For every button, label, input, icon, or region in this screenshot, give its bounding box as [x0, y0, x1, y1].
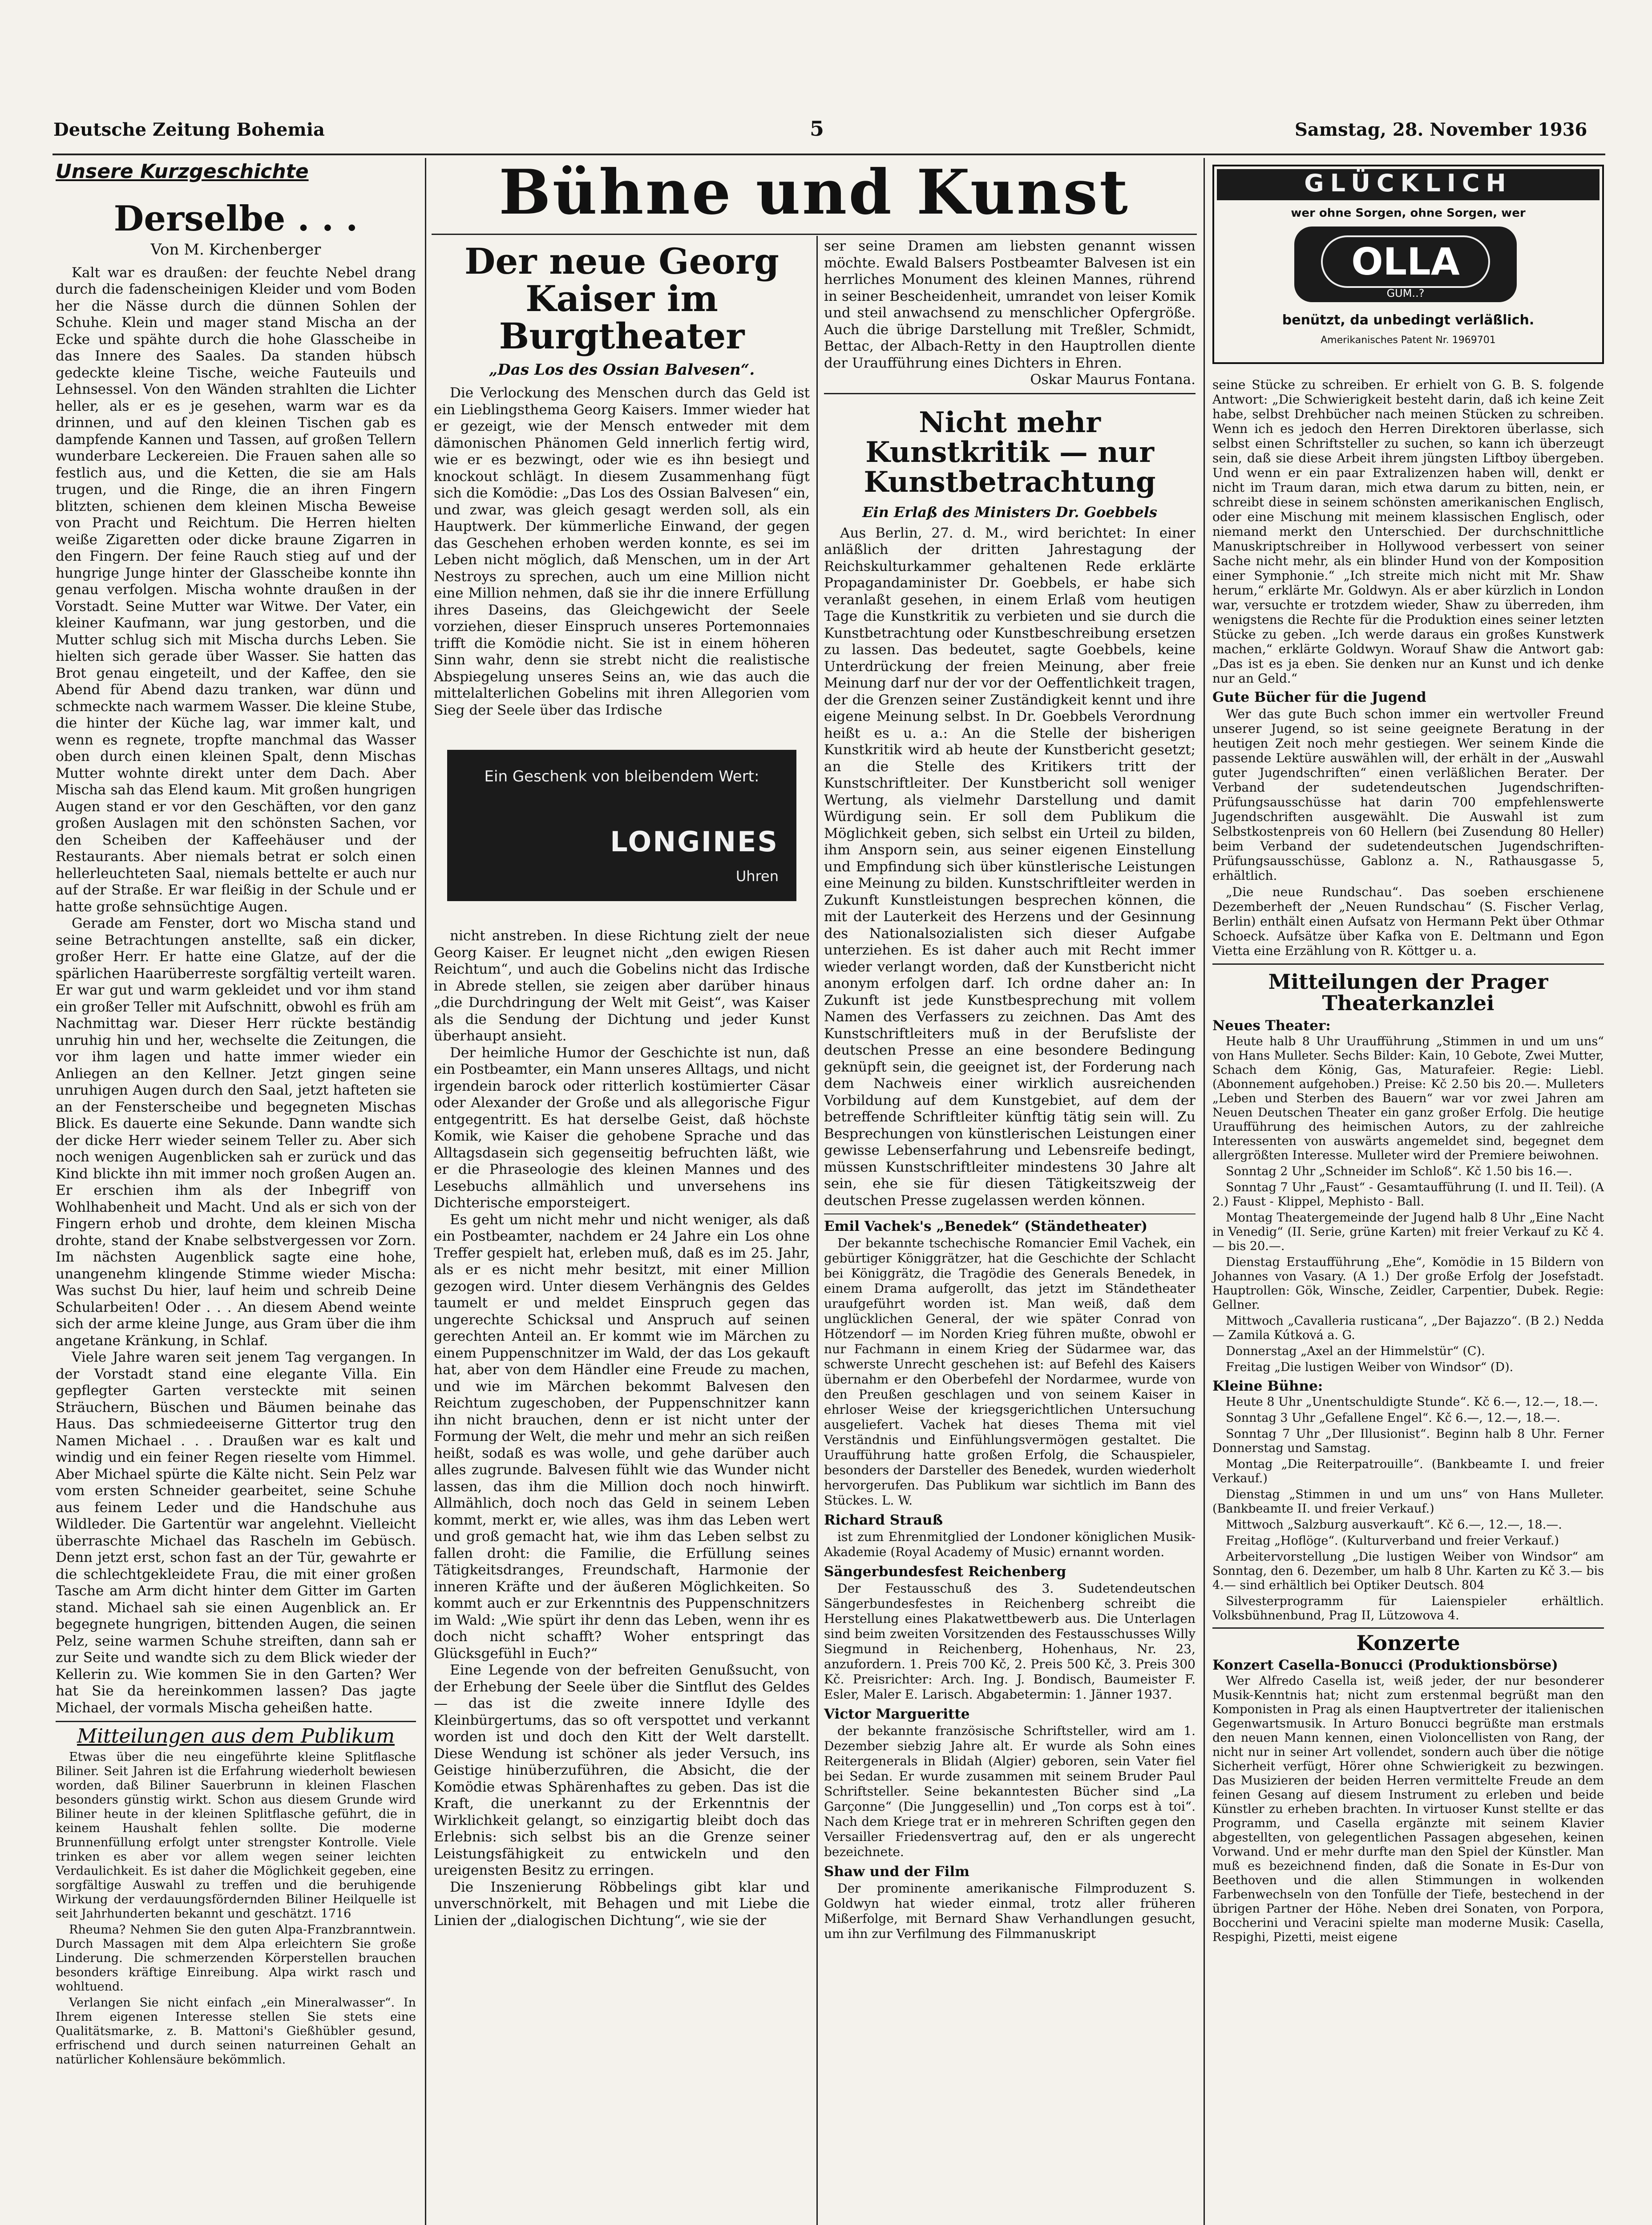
story-paragraph: Viele Jahre waren seit jenem Tag vergangen. In der Vorstadt stand eine elegante Villa. Ein gepflegter Garten versteckte mit seinen Sträuchern, Büschen und Bäumen beinahe das Haus. Das schmiedeeiserne Gittertor trug den Namen Michael . . . Draußen war es kalt und windig und ein feiner Regen rieselte vom Himmel. Aber Michael spürte die Kälte nicht. Sein Pelz war vom ersten Schneider gearbeitet, seine Schuhe aus feinem Leder und die Handschuhe aus Wildleder. Die Gartentür war angelehnt. Vielleicht überraschte Michael das Rascheln im Gebüsch. Denn jetzt erst, schon fast an der Tür, gewahrte er die schlechtgekleidete Frau, die mit einer großen Tasche am Arm dicht hinter dem Gitter im Garten stand. Michael sah sie einen Augenblick an. Er begegnete hungrigen, bittenden Augen, die seinen Pelz, seine warmen Schuhe streiften, dann sah er zur Seite und wandte sich zu dem Blick wieder der Kellerin zu. Wie kommen Sie in den Garten? Wer hat Sie da hereinkommen lassen? Das jagte Michael, der vormals Mischa geheißen hatte. — [56, 1349, 416, 1716]
column-3 — [824, 238, 1196, 1943]
news-item-head: Sängerbundesfest Reichenberg — [824, 1564, 1066, 1580]
theater-item: Dienstag Erstaufführung „Ehe“, Komödie in 15 Bildern von Johannes von Vasary. (A 1.) Der große Erfolg der Josefstadt. Hauptrollen: Gök, Winsche, Zeidler, Carpentier, Dubek. Regie: Gellner. — [1212, 1255, 1604, 1312]
notice-item: Etwas über die neu eingeführte kleine Splitflasche Biliner. Seit Jahren ist die Erfahrung wiederholt bewiesen worden, daß Biliner Sauerbrunn in kleinen Flaschen besonders günstig wirkt. Schon aus diesem Grunde wird Biliner heute in der kleinen Splitflasche geführt, die in keinem Haushalt fehlen sollte. Die moderne Brunnenfüllung erfolgt unter strengster Kontrolle. Viele trinken es aber vor allem wegen seiner leichten Verdaulichkeit. Es ist daher die Möglichkeit gegeben, eine sorgfältige Auswahl zu treffen und die beruhigende Wirkung der verdauungsfördernden Biliner Heilquelle ist seit Jahrhunderten bekannt und geschätzt. 1716 — [56, 1750, 416, 1921]
article-signature: Oskar Maurus Fontana. — [1030, 372, 1196, 388]
article-body-kaiser-end — [824, 238, 1196, 372]
theater-item: Heute halb 8 Uhr Uraufführung „Stimmen in und um uns“ von Hans Mulleter. Sechs Bilder: Kain, 10 Gebote, Zwei Mutter, Schach dem König, Gas, Maturafeier. Regie: Liebl. (Abonnement aufgehoben.) Preise: Kč 2.50 bis 20.—. Mulleters „Leben und Sterben des Bauern“ war vor zwei Jahren am Neuen Deutschen Theater ein ganz großer Erfolg. Die heutige Uraufführung des heimischen Autors, zu der zahlreiche Interessenten von auswärts angemeldet sind, begegnet dem allergrößten Interesse. Mulleter wird der Premiere beiwohnen. — [1212, 1034, 1604, 1162]
header-rule — [53, 154, 1605, 155]
news-item-text: Der prominente amerikanische Filmproduzent S. Goldwyn hat wieder einmal, trotz aller früheren Mißerfolge, mit Bernard Shaw Verhandlungen gesucht, um ihn zur Verfilmung des Filmmanuskript — [824, 1881, 1196, 1942]
article-paragraph: Die Inszenierung Röbbelings gibt klar und unverschnörkelt, mit Behagen und mit Liebe die Linien der „dialogischen Dichtung“, wie sie der — [434, 1879, 810, 1929]
story-paragraph: Gerade am Fenster, dort wo Mischa stand und seine Betrachtungen anstellte, saß ein dicker, großer Herr. Er hatte eine Glatze, auf der die spärlichen Haarüberreste sorgfältig verteilt waren. Er war gut und warm gekleidet und vor ihm stand ein großer Teller mit Aufschnitt, obwohl es früh am Nachmittag war. Dieser Herr rückte beständig unruhig hin und her, wechselte die Zeitungen, die vor ihm lagen und hatte immer wieder ein Anliegen an den Kellner. Jetzt gingen seine unruhigen Augen durch den Saal, jetzt hafteten sie an der Fensterscheibe und begegneten Mischas Blick. Es dauerte eine Sekunde. Dann wandte sich der dicke Herr wieder seinem Teller zu. Aber sich noch wenigen Augenblicken sah er zurück und das Kind blickte ihn mit immer noch großen Augen an. Er erschien ihm als der Inbegriff von Wohlhabenheit und Macht. Und als er sich von der Fingern erhob und drohte, dem kleinen Mischa drohte, stand der Knabe selbstvergessen vor Zorn. Im nächsten Augenblick sagte eine hohe, unangenehm klingende Stimme wieder Mischa: Was suchst Du hier, lauf heim und schreib Deine Schularbeiten! Oder . . . An diesem Abend weinte sich der arme kleine Junge, aus Gram über die ihm angetane Kränkung, in Schlaf. — [56, 915, 416, 1349]
story-body — [56, 265, 416, 1717]
column-2 — [434, 240, 810, 1929]
article-title-kaiser: Der neue Georg Kaiser im Burgtheater — [464, 240, 779, 357]
article-body-kaiser-top — [434, 385, 810, 719]
longines-ad-tagline: Ein Geschenk von bleibendem Wert: — [484, 768, 759, 785]
theater-section-title: Mitteilungen der Prager Theaterkanzlei — [1268, 970, 1548, 1015]
olla-logo-badge — [1294, 227, 1517, 302]
klein-item: Dienstag „Stimmen in und um uns“ von Hans Mulleter. (Bankbeamte II. und freier Verkauf.) — [1212, 1487, 1604, 1516]
theater-item: Mittwoch „Cavalleria rusticana“, „Der Bajazzo“. (B 2.) Nedda — Zamila Kútková a. G. — [1212, 1314, 1604, 1342]
column-rule-3 — [1204, 158, 1205, 2225]
column-4 — [1212, 165, 1604, 1946]
article-paragraph: Der heimliche Humor der Geschichte ist nun, daß ein Postbeamter, ein Mann unseres Alltags, und nicht irgendein barock oder ritterlich kostümierter Cäsar oder Alexander der Große und als allegorische Figur entgegentritt. Es hat derselbe Geist, daß höchste Komik, wie Kaiser die gehobene Sprache und das Alltagsdasein sich gegenseitig befruchten läßt, wie er die Phraseologie des kleinen Mannes und des Lesebuchs allmählich und unversehens ins Dichterische emporsteigert. — [434, 1044, 810, 1211]
article-paragraph: Aus Berlin, 27. d. M., wird berichtet: In einer anläßlich der dritten Jahrestagung der Reichskulturkammer gehaltenen Rede erklärte Propagandaminister Dr. Goebbels, er habe sich veranlaßt gesehen, in einem Erlaß vom heutigen Tage die Kunstkritik zu verbieten und sie durch die Kunstbetrachtung oder Kunstbeschreibung ersetzen zu lassen. Das bedeutet, sagte Goebbels, keine Unterdrückung der freien Meinung, aber freie Meinung darf nur der vor der Oeffentlichkeit tragen, der die Grenzen seiner Zuständigkeit kennt und ihre eigene Meinung selbst. In Dr. Goebbels Verordnung heißt es u. a.: An die Stelle der bisherigen Kunstkritik wird ab heute der Kunstbericht gesetzt; an die Stelle des Kritikers tritt der Kunstschriftleiter. Der Kunstbericht soll weniger Wertung, als vielmehr Darstellung und damit Würdigung sein. Er soll dem Publikum die Möglichkeit geben, sich selbst ein Urteil zu bilden, ihm Ansporn sein, aus seiner eigenen Einstellung und Empfindung sich über künstlerische Leistungen eine Meinung zu bilden. Kunstschriftleiter werden in Zukunft Kunstleistungen besprechen können, die mit der Lauterkeit des Herzens und der Gesinnung des Nationalsozialisten sich dieser Aufgabe unterziehen. Es ist daher auch mit Recht immer wieder verlangt worden, daß der Kunstbericht nicht anonym erfolgen darf. Ich ordne daher an: In Zukunft ist jede Kunstbesprechung mit vollem Namen des Verfassers zu zeichnen. Das Amt des Kunstschriftleiters muß in der Berufsliste der deutschen Presse an eine besondere Bedingung geknüpft sein, die geeignet ist, der Forderung nach dem Nachweis einer wirklich ausreichenden Vorbildung auf dem Kunstgebiet, auf dem der betreffende Schriftleiter künftig tätig sein will. Zu Besprechungen von künstlerischen Leistungen einer gewisse Lebenserfahrung und Lebensreife bedingt, müssen Kunstschriftleiter mindestens 30 Jahre alt sein, ehe sie für diesen Tätigkeitszweig der deutschen Presse zugelassen werden können. — [824, 525, 1196, 1209]
longines-logo: LONGINES — [610, 825, 779, 858]
konzerte-title: Konzerte — [1356, 1630, 1460, 1655]
books-head: Gute Bücher für die Jugend — [1212, 689, 1426, 705]
longines-ad-product: Uhren — [735, 868, 779, 885]
klein-item: Mittwoch „Salzburg ausverkauft“. Kč 6.—, 12.—, 18.—. — [1226, 1517, 1562, 1532]
goebbels-article — [824, 393, 1196, 1209]
news-items — [824, 1214, 1196, 1942]
story-byline: Von M. Kirchenberger — [150, 240, 321, 259]
masthead: Deutsche Zeitung Bohemia — [53, 119, 325, 140]
klein-item: Arbeitervorstellung „Die lustigen Weiber von Windsor“ am Sonntag, den 6. Dezember, um halb 8 Uhr. Karten zu Kč 3.— bis 4.— sind erhältlich bei Optiker Deutsch. 804 — [1212, 1549, 1604, 1592]
article-paragraph: Eine Legende von der befreiten Genußsucht, von der Erhebung der Seele über die Sintflut des Geldes — das ist die zweite innere Idylle des Kleinbürgertums, das so oft verspottet und verkannt worden ist und doch den Kitt der Welt darstellt. Diese Wendung ist schöner als jeder Versuch, ins Geistige hinüberzuführen, die Absicht, die der Komödie etwas Sphärenhaftes zu geben. Das ist die Kraft, die unerkannt zu der Erkenntnis der Wirklichkeit gelangt, so einzigartig bleibt doch das Erlebnis: sich selbst bis an die Grenze seiner Leistungsfähigkeit zu entwickeln und den ureigensten Besitz zu erringen. — [434, 1662, 810, 1878]
notices-section — [56, 1721, 416, 2067]
notice-item: Verlangen Sie nicht einfach „ein Mineralwasser“. In Ihrem eigenen Interesse stellen Sie stets eine Qualitätsmarke, z. B. Mattoni's Gießhübler gesund, erfrischend und durch seinen naturreinen Gehalt an natürlicher Kohlensäure bekömmlich. — [56, 1996, 416, 2067]
konzert-head: Konzert Casella-Bonucci (Produktionsbörse) — [1212, 1657, 1558, 1673]
theater-item: Freitag „Die lustigen Weiber von Windsor“ (D). — [1226, 1360, 1514, 1374]
article-body-kaiser-bottom — [434, 928, 810, 1929]
news-item-head: Emil Vachek's „Benedek“ (Ständetheater) — [824, 1218, 1148, 1235]
news-item-head: Victor Margueritte — [824, 1706, 970, 1723]
longines-ad[interactable] — [447, 750, 796, 901]
notices-head: Mitteilungen aus dem Publikum — [77, 1725, 395, 1748]
article-paragraph: ser seine Dramen am liebsten genannt wissen möchte. Ewald Balsers Postbeamter Balvesen ist ein herrliches Monument des kleinen Mannes, rührend in seiner Bescheidenheit, umrandet von leiser Komik und steil anwachsend zu menschlicher Opfergröße. Auch die übrige Darstellung mit Treßler, Schmidt, Bettac, der Albach-Retty in den Hauptrollen diente der Uraufführung eines Dichters in Ehren. — [824, 238, 1196, 371]
theater-section — [1212, 963, 1604, 1623]
column-rule-1 — [425, 158, 426, 2225]
rundschau-text: „Die neue Rundschau“. Das soeben erschienene Dezemberheft der „Neuen Rundschau“ (S. Fischer Verlag, Berlin) enthält einen Aufsatz von Hermann Pekt über Othmar Schoeck. Aufsätze über Kafka von E. Deltmann und Egon Vietta eine Erzählung von R. Köttger u. a. — [1212, 885, 1604, 958]
column-1 — [56, 160, 416, 2069]
story-kicker: Unsere Kurzgeschichte — [56, 160, 309, 183]
news-item-head: Richard Strauß — [824, 1512, 943, 1529]
klein-item: Freitag „Hoflöge“. (Kulturverband und freier Verkauf.) — [1226, 1533, 1559, 1548]
article-paragraph: Die Verlockung des Menschen durch das Geld ist ein Lieblingsthema Georg Kaisers. Immer wieder hat er gezeigt, wie der Mensch entweder mit dem dämonischen Phänomen Geld innerlich fertig wird, wie er es bezwingt, oder wie es ihn besiegt und knockout schlägt. In diesem Zusammenhang fügt sich die Komödie: „Das Los des Ossian Balvesen“ ein, und zwar, was gleich gesagt werden soll, als ein Hauptwerk. Der kümmerliche Einwand, der gegen das Geschehen erhoben werden konnte, es sei im Leben nicht möglich, daß Menschen, um in der Art Nestroys zu sprechen, auch um eine Million nicht eine Million nehmen, daß sie ihr die innere Erfüllung ihres Daseins, das Gleichgewicht der Seele vorziehen, dieser Einspruch unseres Portemonnaies trifft die Komödie nicht. Sie ist in einem höheren Sinn wahr, denn sie strebt nicht die realistische Abspiegelung unseres Seins an, wie das auch die mittelalterlichen Gobelins mit ihren Allegorien vom Sieg der Seele über das Irdische — [434, 385, 810, 718]
olla-ad-line1: wer ohne Sorgen, ohne Sorgen, wer — [1291, 206, 1526, 220]
shaw-article-end — [1212, 377, 1604, 958]
theater-item: Sonntag 2 Uhr „Schneider im Schloß“. Kč 1.50 bis 16.—. — [1226, 1164, 1572, 1178]
olla-ad-line2: benützt, da unbedingt verläßlich. — [1282, 312, 1535, 328]
notice-item: Rheuma? Nehmen Sie den guten Alpa-Franzbranntwein. Durch Massagen mit dem Alpa erleichtern Sie große Linderung. Die schmerzenden Körperstellen brauchen besonders kräftige Einreibung. Alpa wirkt rasch und wohltuend. — [56, 1923, 416, 1994]
section-title: Bühne und Kunst — [499, 156, 1130, 228]
books-text: Wer das gute Buch schon immer ein wertvoller Freund unserer Jugend, so ist seine geeignete Beratung in der heutigen Zeit noch mehr gestiegen. Wer seinem Kinde die passende Lektüre auswählen will, der erhält in der „Auswahl guter Jugendschriften“ einen verläßlichen Berater. Der Verband der sudetendeutschen Jugendschriften-Prüfungsausschüsse hat darin 700 empfehlenswerte Jugendschriften ausgewählt. Die Auswahl ist zum Selbstkostenpreis von 60 Hellern (bei Zusendung 80 Heller) beim Verband der sudetendeutschen Jugendschriften-Prüfungsausschüsse, Gablonz a. N., Rathausgasse 5, erhältlich. — [1212, 707, 1604, 883]
column-rule-2 — [816, 236, 818, 2225]
news-item-head: Shaw und der Film — [824, 1864, 969, 1880]
page-number: 5 — [810, 117, 824, 141]
olla-ad-patent: Amerikanisches Patent Nr. 1969701 — [1321, 335, 1496, 346]
article-subtitle-kaiser: „Das Los des Ossian Balvesen“. — [489, 361, 755, 379]
klein-item: Sonntag 3 Uhr „Gefallene Engel“. Kč 6.—, 12.—, 18.—. — [1226, 1411, 1560, 1425]
klein-head: Kleine Bühne: — [1212, 1378, 1323, 1394]
olla-logo-sub: GUM..? — [1386, 287, 1425, 299]
klein-item: Montag „Die Reiterpatrouille“. (Bankbeamte I. und freier Verkauf.) — [1212, 1457, 1604, 1485]
theater-item: Sonntag 7 Uhr „Faust“ - Gesamtaufführung (I. und II. Teil). (A 2.) Faust - Klippel, Mephisto - Ball. — [1212, 1180, 1604, 1209]
klein-item: Heute 8 Uhr „Unentschuldigte Stunde“. Kč 6.—, 12.—, 18.—. — [1226, 1395, 1598, 1409]
article-title-goebbels: Nicht mehr Kunstkritik — nur Kunstbetrachtung — [864, 406, 1156, 499]
news-item-text: Der Festausschuß des 3. Sudetendeutschen Sängerbundesfestes in Reichenberg schreibt die Herstellung eines Plakatwettbewerb aus. Die Unterlagen sind beim zweiten Vorsitzenden des Festausschusses Willy Siegmund in Reichenberg, Hohenhaus, Nr. 23, anzufordern. 1. Preis 700 Kč, 2. Preis 500 Kč, 3. Preis 300 Kč. Preisrichter: Arch. Ing. J. Bondisch, Baumeister F. Esler, Maler E. Larisch. Abgabetermin: 1. Jänner 1937. — [824, 1581, 1196, 1702]
article-paragraph: nicht anstreben. In diese Richtung zielt der neue Georg Kaiser. Er leugnet nicht „den ewigen Riesen Reichtum“, und auch die Gobelins nicht das Irdische in Abrede stellen, sie zeigen aber darüber hinaus „die Durchdringung der Welt mit Geist“, was Kaiser als die Sendung der Dichtung und jeder Kunst überhaupt ansieht. — [434, 928, 810, 1044]
klein-item: Sonntag 7 Uhr „Der Illusionist“. Beginn halb 8 Uhr. Ferner Donnerstag und Samstag. — [1212, 1427, 1604, 1455]
konzerte-section — [1212, 1627, 1604, 1945]
olla-logo: OLLA — [1321, 235, 1490, 288]
issue-date: Samstag, 28. November 1936 — [1295, 119, 1587, 140]
klein-item: Silvesterprogramm für Laienspieler erhältlich. Volksbühnenbund, Prag II, Lützowova 4. — [1212, 1594, 1604, 1622]
article-subtitle-goebbels: Ein Erlaß des Ministers Dr. Goebbels — [862, 503, 1157, 521]
konzert-text: Wer Alfredo Casella ist, weiß jeder, der nur besonderer Musik-Kenntnis hat; nicht zum erstenmal begrüßt man den Komponisten in Prag als einen Hauptvertreter der italienischen Gegenwartsmusik. In Arturo Bonucci begrüßte man erstmals den neuen Mann kennen, einen Violoncellisten von Rang, der nicht nur in seiner Art vollendet, sondern auch über die nötige Sicherheit verfügt, Hörer ohne Schwierigkeit zu bezwingen. Das Musizieren der beiden Herren vermittelte Freude an dem feinen Gesang auf diesem Instrument zu erleben und beide Künstler zu erheben brachten. In virtuoser Kunst stellte er das Programm, und Casella ergänzte mit seinem Klavier abgestellten, von gelegentlichen Passagen abgesehen, keinen Vorwand. Und er mehr durfte man den Spiel der Künstler. Man muß es bezeichnend finden, daß die Sonate in Es-Dur von Beethoven und die allen Stimmungen in wolkenden Farbenwechseln von den Tonfülle der Tiefe, bestechend in der übrigen Partner der Höhe. Neben drei Sonaten, von Porpora, Boccherini und Veracini spielte man moderne Musik: Casella, Respighi, Pizetti, meist eigene — [1212, 1674, 1604, 1944]
theater-head: Neues Theater: — [1212, 1017, 1331, 1034]
olla-ad-headline: GLÜCKLICH — [1217, 169, 1599, 200]
theater-item: Montag Theatergemeinde der Jugend halb 8 Uhr „Eine Nacht in Venedig“ (II. Serie, grüne Karten) mit freier Verkauf zu Kč 4.— bis 20.—. — [1212, 1210, 1604, 1253]
olla-ad[interactable] — [1212, 165, 1604, 364]
story-title: Derselbe . . . — [113, 198, 358, 239]
article-paragraph: Es geht um nicht mehr und nicht weniger, als daß ein Postbeamter, nachdem er 24 Jahre ein Los ohne Treffer gespielt hat, erleben muß, daß es im 25. Jahr, als er es nicht mehr besitzt, mit einer Million gezogen wird. Unter diesem Verhängnis des Geldes taumelt er und meldet Einspruch gegen das ungerechte Schicksal und Anspruch auf seinen gerechten Anteil an. Er kommt wie im Märchen zu einem Puppenschnitzer im Wald, der das Los gekauft hat, aber von dem Händler eine Freude zu machen, und wie im Märchen bekommt Balvesen den Reichtum zugeschoben, der Puppenschnitzer kann ihn nicht brauchen, denn er ist nicht unter der Formung der Welt, die mehr und mehr an sich reißen heißt, sodaß es was wolle, und gehe darüber auch alles zugrunde. Balvesen fühlt wie das Wunder nicht lassen, das ihm die Million doch noch hinwirft. Allmählich, doch noch das Geld in seinem Leben kommt, merkt er, wie alles, was ihm das Leben wert und groß gemacht hat, wie ihm das Leben selbst zu fallen droht: die Familie, die Erfüllung seines Tätigkeitsdranges, Freundschaft, Harmonie der inneren Kräfte und der äußeren Möglichkeiten. So kommt auch er zur Erkenntnis des Puppenschnitzers im Wald: „Wie spürt ihr denn das Leben, wenn ihr es doch nicht schafft? Woher entspringt das Glücksgefühl in Euch?“ — [434, 1211, 810, 1662]
section-title-rule — [432, 234, 1197, 235]
story-paragraph: Kalt war es draußen: der feuchte Nebel drang durch die fadenscheinigen Kleider und vom Boden her die Nässe durch die dünnen Sohlen der Schuhe. Klein und mager stand Mischa an der Ecke und spähte durch die hohe Glasscheibe in das Innere des Saales. Da standen hübsch gedeckte kleine Tische, weiche Fauteuils und Lehnsessel. Von den Wänden strahlten die Lichter heller, als er es je gesehen, warm war es da drinnen, und auf den kleinen Tischen gab es dampfende Kannen und Tassen, auf großen Tellern wunderbare Leckereien. Die Frauen sahen alle so festlich aus, und die Ketten, die sie am Hals trugen, und die Ringe, die an ihren Fingern blitzten, schienen dem kleinen Mischa Beweise von Pracht und Reichtum. Die Herren hielten weiße Zigaretten oder dicke braune Zigarren in den Fingern. Der feine Rauch stieg auf und der hungrige Junge hinter der Glasscheibe konnte ihn genau verfolgen. Mischa wohnte draußen in der Vorstadt. Seine Mutter war Witwe. Der Vater, ein kleiner Kaufmann, war jung gestorben, und die Mutter schlug sich mit Mischa durchs Leben. Sie hielten sich gerade über Wasser. Sie hatten das Brot genau eingeteilt, und der Kaffee, den sie Abend für Abend dazu tranken, war dünn und schmeckte nach warmem Wasser. Die kleine Stube, die hinter der Küche lag, war immer kalt, und wenn es regnete, tropfte manchmal das Wasser oben durch einen kleinen Spalt, denn Mischas Mutter wohnte direkt unter dem Dach. Aber Mischa sah das Elend kaum. Mit großen hungrigen Augen stand er vor den Geschäften, vor den ganz großen Auslagen mit den schönsten Sachen, vor den Scheiben der Kaffeehäuser und der Restaurants. Aber niemals betrat er solch einen hellerleuchteten Saal, niemals bettelte er auch nur auf der Straße. Er war fleißig in der Schule und er hatte große sehnsüchtige Augen. — [56, 264, 416, 915]
article-body-goebbels — [824, 525, 1196, 1210]
news-item-text: Der bekannte tschechische Romancier Emil Vachek, ein gebürtiger Königgrätzer, hat die Geschichte der Schlacht bei Königgrätz, die Tragödie des Generals Benedek, in einem Drama aufgerollt, das jetzt im Ständetheater uraufgeführt worden ist. Man weiß, daß dem unglücklichen General, der wie später Conrad von Hötzendorf — im Norden Krieg führen mußte, obwohl er nur Fachmann in einem Krieg der Südarmee war, das schwerste Unrecht geschehen ist: auf Befehl des Kaisers übernahm er den Oberbefehl der Nordarmee, wurde von den Preußen geschlagen und von seinem Kaiser in ehrloser Weise der kriegsgerichtlichen Untersuchung ausgeliefert. Vachek hat dieses Thema mit viel Verständnis und Einfühlungsvermögen gestaltet. Die Uraufführung hatte großen Erfolg, die Schauspieler, besonders der Darsteller des Benedek, wurden wiederholt hervorgerufen. Das Publikum war sichtlich im Bann des Stückes. L. W. — [824, 1236, 1196, 1508]
news-item-text: ist zum Ehrenmitglied der Londoner königlichen Musik-Akademie (Royal Academy of Music) ernannt worden. — [824, 1529, 1196, 1560]
article-paragraph: seine Stücke zu schreiben. Er erhielt von G. B. S. folgende Antwort: „Die Schwierigkeit besteht darin, daß ich keine Zeit habe, selbst Drehbücher nach meinen Stücken zu schreiben. Wenn ich es jedoch den Herren Direktoren überlasse, sich selbst einen Schriftsteller zu suchen, so kann ich überzeugt sein, daß sie diese Arbeit ihrem jüngsten Liftboy übergeben. Und wenn er ein paar Extralizenzen haben will, denkt er nicht im Traum daran, mich etwa darum zu bitten, nein, er schreibt diese in seinem schönsten amerikanischen Englisch, oder eine Mischung mit meinem klassischen Englisch, oder niemand merkt den Unterschied. Der durchschnittliche Manuskriptschreiber in Hollywood verbessert von seiner Sache nicht mehr, als ein blinder Hund von der Komposition einer Symphonie.“ „Ich streite mich nicht mit Mr. Shaw herum,“ erklärte Mr. Goldwyn. Als er aber kürzlich in London war, versuchte er trotzdem wieder, Shaw zu überreden, ihm wenigstens die Rechte für die Produktion eines seiner letzten Stücke zu geben. „Ich werde daraus ein großes Kunstwerk machen,“ erklärte Goldwyn. Worauf Shaw die Antwort gab: „Das ist es ja eben. Sie denken nur an Kunst und ich denke nur an Geld.“ — [1212, 377, 1604, 686]
theater-item: Donnerstag „Axel an der Himmelstür“ (C). — [1226, 1344, 1485, 1358]
news-item-text: der bekannte französische Schriftsteller, wird am 1. Dezember siebzig Jahre alt. Er wurde als Sohn eines Reitergenerals in Blidah (Algier) geboren, sein Vater fiel bei Sedan. Er wurde zusammen mit seinem Bruder Paul Schriftsteller. Seine bekanntesten Bücher sind „La Garçonne“ (Die Junggesellin) und „Ton corps est à toi“. Nach dem Kriege trat er in mehreren Schriften gegen den Versailler Friedensvertrag auf, den er als ungerecht bezeichnete. — [824, 1723, 1196, 1860]
